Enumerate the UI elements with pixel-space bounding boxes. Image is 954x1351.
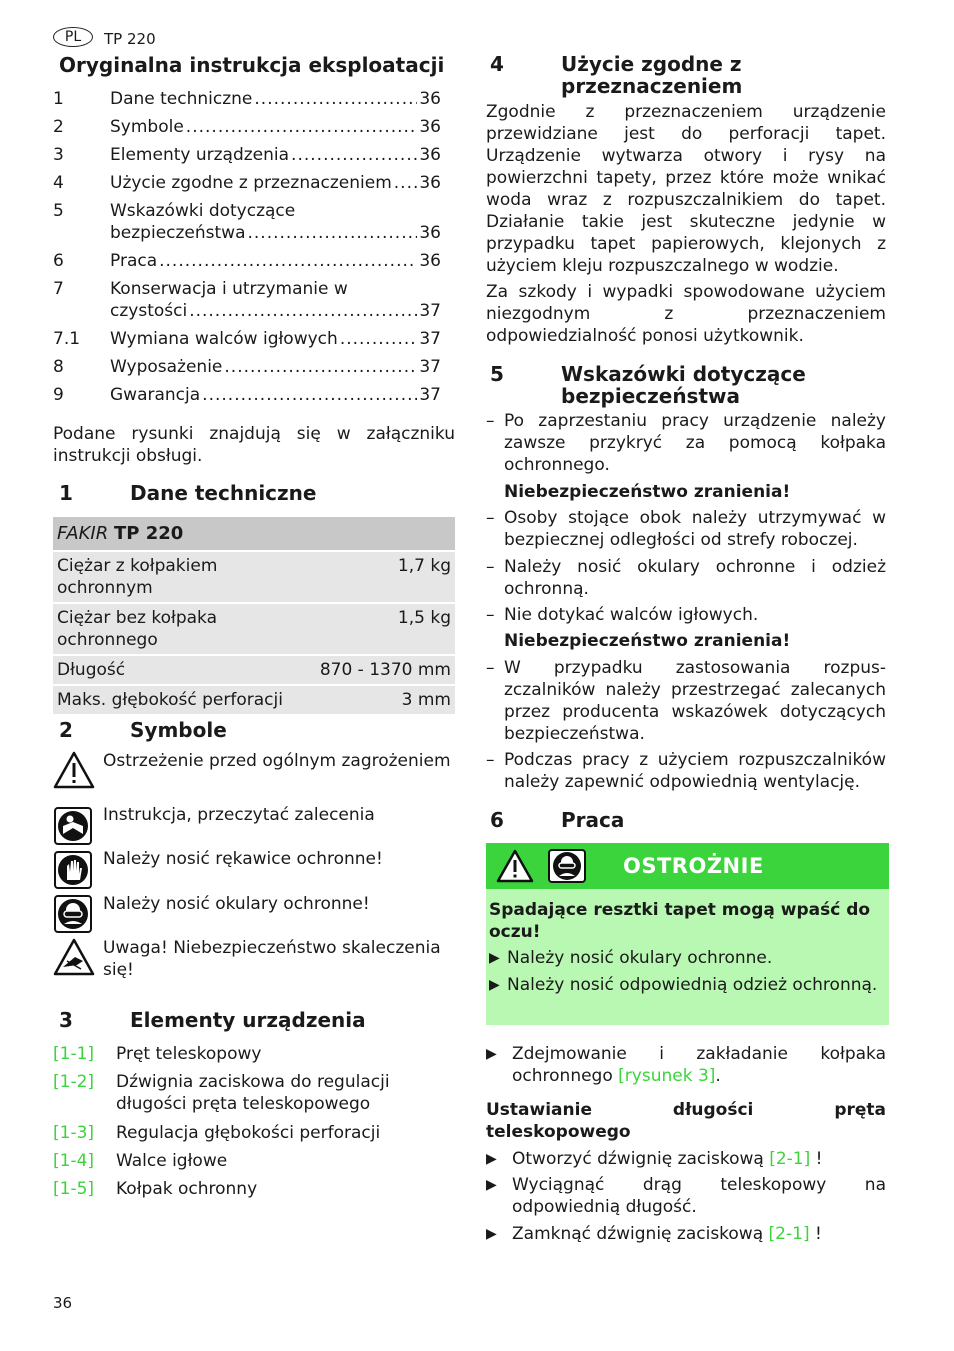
usage-paragraph-1: Zgodnie z przeznaczeniem urządzenie przewidziane jest do perforacji tapet. Urządzenie wytwarza otwory i rysy na powierzchni tapety, przez które może wnikać woda wraz z rozpuszczalnikiem do tapet. Działanie takie jest skuteczne jedynie w przypadku tapet papierowych, klejonych z użyciem kleju rozpuszczalnego w wodzie. — [486, 102, 886, 276]
list-item: – Podczas pracy z użyciem rozpuszczalników należy zapewnić odpowiednią wentylację. — [486, 750, 886, 792]
toc-entry[interactable] — [53, 172, 441, 194]
list-item: – Należy nosić okulary ochronne i odzież ochronną. — [486, 557, 886, 599]
page-title: Oryginalna instrukcja eksploatacji — [59, 53, 445, 77]
toc-label: bezpieczeństwa — [110, 223, 246, 243]
toc-entry[interactable] — [53, 384, 441, 406]
table-row: Ciężar z kołpakiem ochronnym 1,7 kg — [53, 550, 455, 602]
caution-header — [486, 843, 889, 889]
toc-label: Praca — [110, 251, 158, 271]
tech-data-table — [53, 517, 455, 714]
toc-entry[interactable] — [53, 356, 441, 378]
toc-entry[interactable] — [53, 144, 441, 166]
warning-triangle-icon — [53, 750, 95, 790]
toc-label: czystości — [110, 301, 188, 321]
toc-entry[interactable] — [53, 278, 441, 322]
list-item: ▶ Zdejmowanie i zakładanie kołpaka ochronnego [rysunek 3]. — [486, 1044, 886, 1086]
toc-number: 1 — [53, 89, 64, 109]
list-item: Uwaga! Niebezpieczeństwo skaleczenia się! — [53, 937, 455, 983]
goggles-icon — [548, 849, 586, 883]
toc-number: 8 — [53, 357, 64, 377]
toc-number: 6 — [53, 251, 64, 271]
toc-label: Elementy urządzenia — [110, 145, 290, 165]
toc-entry[interactable] — [53, 250, 441, 272]
toc-number: 7.1 — [53, 329, 81, 349]
toc-leader — [340, 328, 418, 350]
toc-number: 4 — [53, 173, 64, 193]
section-4-heading: 4 Użycie zgodne z przeznaczeniem — [490, 52, 743, 98]
list-item: – Nie dotykać walców igłowych. — [486, 605, 759, 625]
caution-box — [486, 843, 889, 1025]
subsection-title: Ustawianie długości pręta teleskopowego — [486, 1100, 886, 1142]
toc-entry[interactable] — [53, 200, 441, 244]
list-item: ▶ Należy nosić okulary ochronne. — [489, 948, 773, 968]
list-item: ▶ Wyciągnąć drąg teleskopowy na odpowiednią długość. — [486, 1175, 886, 1217]
toc-leader — [394, 172, 418, 194]
toc-label: Dane techniczne — [110, 89, 253, 109]
toc-page: 36 — [419, 223, 441, 243]
usage-paragraph-2: Za szkody i wypadki spowodowane użyciem niezgodnym z przeznaczeniem odpowiedzialność ponosi użytkownik. — [486, 282, 886, 346]
toc-page: 36 — [419, 89, 441, 109]
table-row: Maks. głębokość perforacji 3 mm — [53, 684, 455, 714]
page-number: 36 — [53, 1294, 73, 1312]
list-item: Instrukcja, przeczytać zalecenia — [53, 804, 455, 848]
toc-page: 36 — [419, 117, 441, 137]
list-item: – Po zaprzestaniu pracy urządzenie należy zawsze przykryć za pomocą kołpaka ochronnego. — [486, 411, 886, 475]
toc-label: Symbole — [110, 117, 184, 137]
list-item: Należy nosić okulary ochronne! — [53, 893, 455, 937]
caution-headline: Spadające resztki tapet mogą wpaść do oczu! — [489, 900, 871, 942]
toc-label: Wymiana walców igłowych — [110, 329, 338, 349]
figure-reference[interactable]: [2-1] — [769, 1149, 811, 1169]
toc-page: 37 — [419, 357, 441, 377]
table-row: Ciężar bez kołpaka ochronnego 1,5 kg — [53, 602, 455, 654]
intro-text: Podane rysunki znajdują się w załączniku instrukcji obsługi. — [53, 424, 455, 466]
cut-hazard-icon — [53, 937, 95, 977]
list-item: Ostrzeżenie przed ogólnym zagrożeniem — [53, 750, 455, 796]
list-item: ▶ Otworzyć dźwignię zaciskową [2-1] ! — [486, 1149, 823, 1169]
toc-number: 2 — [53, 117, 64, 137]
figure-reference[interactable]: [rysunek 3] — [618, 1066, 716, 1086]
toc-label: Użycie zgodne z przeznaczeniem — [110, 173, 392, 193]
toc-leader — [202, 384, 417, 406]
toc-leader — [189, 300, 417, 322]
tech-table-header — [53, 517, 455, 550]
list-item: Należy nosić rękawice ochronne! — [53, 848, 455, 892]
warning-triangle-icon — [496, 849, 534, 883]
toc-leader — [186, 116, 418, 138]
read-manual-icon — [53, 806, 95, 846]
brand-name: FAKIR — [57, 523, 109, 544]
caution-title: OSTROŻNIE — [623, 854, 764, 878]
language-badge: PL — [53, 27, 93, 47]
toc-number: 5 — [53, 201, 64, 221]
toc-page: 36 — [419, 145, 441, 165]
section-5-heading: 5 Wskazówki dotyczące bezpieczeństwa — [490, 362, 806, 408]
table-of-contents — [53, 88, 441, 412]
toc-number: 3 — [53, 145, 64, 165]
figure-reference[interactable]: [2-1] — [768, 1224, 810, 1244]
list-item: – W przypadku zastosowania rozpus-zczalników należy przestrzegać zalecanych przez producenta wskazówek dotyczących bezpieczeństwa. — [486, 658, 886, 744]
goggles-icon — [53, 894, 95, 934]
danger-label: Niebezpieczeństwo zranienia! — [504, 482, 791, 502]
toc-label: Konserwacja i utrzymanie w — [110, 279, 348, 299]
toc-leader — [159, 250, 417, 272]
list-item: ▶ Zamknąć dźwignię zaciskową [2-1] ! — [486, 1224, 822, 1244]
toc-leader — [248, 222, 418, 244]
toc-leader — [254, 88, 417, 110]
model-label: TP 220 — [104, 30, 156, 48]
toc-leader — [224, 356, 417, 378]
toc-page: 37 — [419, 301, 441, 321]
list-item: – Osoby stojące obok należy utrzymywać w bezpiecznej odległości od strefy roboczej. — [486, 508, 886, 550]
toc-label: Gwarancja — [110, 385, 201, 405]
toc-page: 37 — [419, 385, 441, 405]
toc-page: 36 — [419, 251, 441, 271]
toc-number: 9 — [53, 385, 64, 405]
list-item: ▶ Należy nosić odpowiednią odzież ochronną. — [489, 975, 878, 995]
model-name: TP 220 — [113, 523, 184, 544]
toc-entry[interactable] — [53, 88, 441, 110]
gloves-icon — [53, 850, 95, 890]
toc-leader — [291, 144, 417, 166]
table-row: Długość 870 - 1370 mm — [53, 654, 455, 684]
toc-label: Wskazówki dotyczące — [110, 201, 296, 221]
toc-page: 36 — [419, 173, 441, 193]
toc-label: Wyposażenie — [110, 357, 223, 377]
toc-entry[interactable] — [53, 116, 441, 138]
toc-page: 37 — [419, 329, 441, 349]
toc-entry[interactable] — [53, 328, 441, 350]
danger-label: Niebezpieczeństwo zranienia! — [504, 631, 791, 651]
toc-number: 7 — [53, 279, 64, 299]
